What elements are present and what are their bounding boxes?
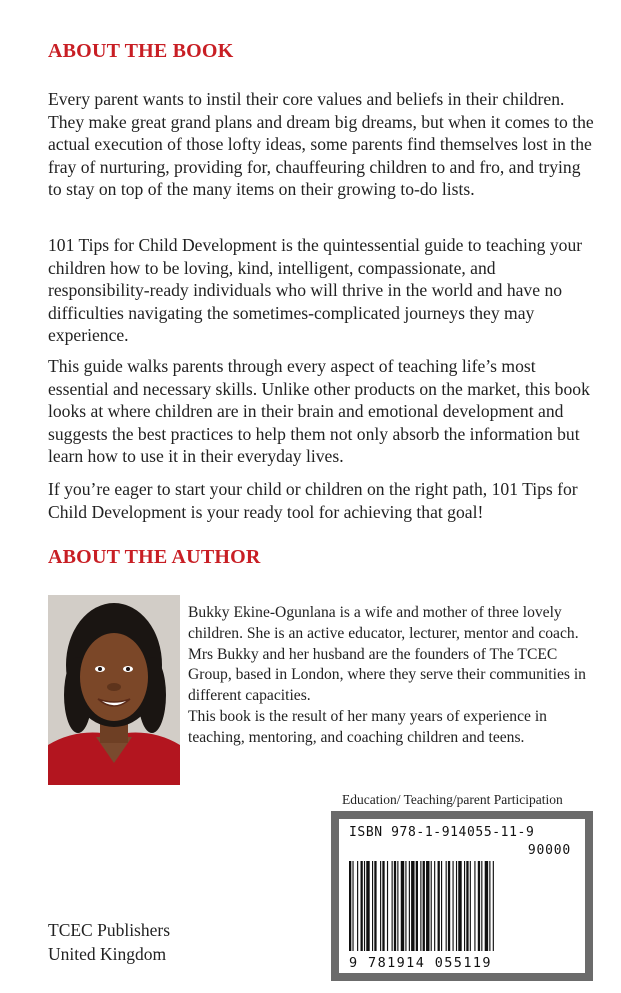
barcode-bar — [387, 861, 388, 951]
barcode-bar — [405, 861, 406, 951]
barcode-frame — [331, 811, 593, 981]
barcode-bar — [456, 861, 457, 951]
barcode-bar — [349, 861, 351, 951]
barcode-bar — [458, 861, 461, 951]
barcode-bar — [401, 861, 404, 951]
barcode-bar — [438, 861, 440, 951]
barcode-bar — [493, 861, 494, 951]
barcode-bars — [347, 861, 577, 955]
author-bio-paragraph-3: This book is the result of her many years of experience in teaching, mentoring, and coaching children and teens. — [188, 707, 547, 746]
barcode-bar — [446, 861, 447, 951]
barcode-bar — [411, 861, 414, 951]
barcode-bar — [352, 861, 353, 951]
barcode-bar — [474, 861, 475, 951]
price-code: 90000 — [527, 843, 571, 858]
barcode-bar — [434, 861, 435, 951]
author-bio — [188, 603, 598, 749]
about-book-paragraph-2: 101 Tips for Child Development is the quintessential guide to teaching your children how to be loving, kind, intelligent, compassionate, and responsibility-ready individuals who will thrive in the world and have no difficulties navigating the sometimes-complicated journeys they may experience. — [48, 235, 583, 345]
about-book-paragraph-4: If you’re eager to start your child or children on the right path, 101 Tips for Child Development is your ready tool for achieving that goal! — [48, 479, 578, 522]
author-bio-paragraph-1: Bukky Ekine-Ogunlana is a wife and mother of three lovely children. She is an active educator, lecturer, mentor and coach. — [188, 604, 579, 642]
barcode-bar — [423, 861, 425, 951]
barcode-bar — [364, 861, 365, 951]
publisher-name: TCEC Publishers — [48, 920, 171, 940]
barcode-bar — [481, 861, 482, 951]
about-book-paragraph-1: Every parent wants to instil their core values and beliefs in their children. They make great grand plans and dream big dreams, but when it comes to the actual execution of those lofty ideas, some parents find themselves lost in the fray of nurturing, providing for, chauffeuring children to and fro, and trying to stay on top of the many items on their growing to-do lists. — [48, 89, 594, 199]
barcode-bar — [392, 861, 393, 951]
barcode-bar — [361, 861, 363, 951]
about-author-heading: ABOUT THE AUTHOR — [48, 546, 261, 568]
barcode-bar — [464, 861, 465, 951]
barcode-bar — [357, 861, 358, 951]
barcode-bar — [409, 861, 410, 951]
about-book-heading: ABOUT THE BOOK — [48, 40, 234, 62]
barcode-bar — [485, 861, 488, 951]
isbn-label: ISBN 978-1-914055-11-9 — [349, 825, 535, 840]
publisher-country: United Kingdom — [48, 944, 167, 964]
category-label: Education/ Teaching/parent Participation — [342, 792, 563, 807]
barcode-bar — [416, 861, 418, 951]
barcode-bar — [431, 861, 432, 951]
barcode-bar — [397, 861, 398, 951]
publisher-block — [48, 918, 170, 966]
ean-digits: 9 781914 055119 — [349, 955, 492, 971]
barcode-bar — [380, 861, 381, 951]
barcode-bar — [366, 861, 369, 951]
barcode-bar — [489, 861, 490, 951]
barcode-bar — [470, 861, 471, 951]
author-bio-paragraph-2: Mrs Bukky and her husband are the founders of The TCEC Group, based in London, where they serve their communities in different capacities. — [188, 645, 586, 705]
barcode-bar — [382, 861, 384, 951]
barcode-bar — [394, 861, 396, 951]
barcode-bar — [478, 861, 480, 951]
barcode-bar — [372, 861, 373, 951]
barcode-bar — [453, 861, 454, 951]
author-photo — [48, 595, 180, 785]
barcode-bar — [448, 861, 450, 951]
barcode-bar — [420, 861, 421, 951]
barcode-bar — [374, 861, 376, 951]
barcode — [339, 819, 585, 973]
about-book-paragraph-3: This guide walks parents through every aspect of teaching life’s most essential and necessary skills. Unlike other products on the market, this book looks at where children are in their brain and emotional development and suggests the best practices to help them not only absorb the information but learn how to use it in their everyday lives. — [48, 356, 590, 466]
barcode-bar — [466, 861, 468, 951]
barcode-bar — [441, 861, 442, 951]
barcode-bar — [426, 861, 429, 951]
